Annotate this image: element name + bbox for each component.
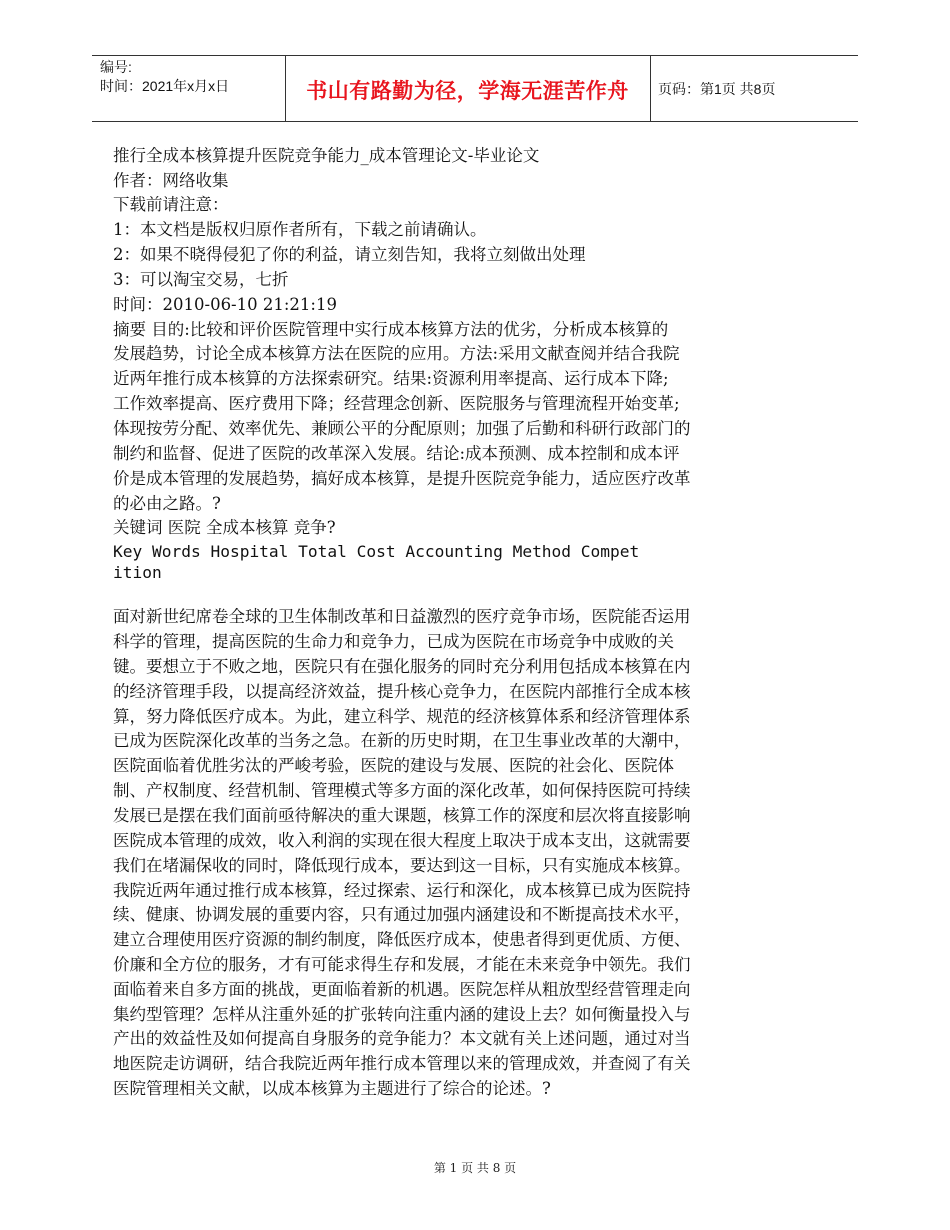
body-line: 我们在堵漏保收的同时，降低现行成本，要达到这一目标，只有实施成本核算。 [113,856,691,875]
notice-heading: 下载前请注意： [113,195,229,214]
abstract-line: 工作效率提高、医疗费用下降；经营理念创新、医院服务与管理流程开始变革; [113,394,680,413]
abstract-line: 发展趋势，讨论全成本核算方法在医院的应用。方法:采用文献查阅并结合我院 [113,344,680,363]
body-line: 的经济管理手段，以提高经济效益，提升核心竞争力，在医院内部推行全成本核 [113,682,691,701]
body-line: 算，努力降低医疗成本。为此，建立科学、规范的经济核算体系和经济管理体系 [113,707,691,726]
page-footer-number: 第 1 页 共 8 页 [433,1161,517,1175]
abstract-line: 制约和监督、促进了医院的改革深入发展。结论:成本预测、成本控制和成本评 [113,444,680,463]
body-line: 医院成本管理的成效，收入利润的实现在很大程度上取决于成本支出，这就需要 [113,831,691,850]
body-line: 科学的管理，提高医院的生命力和竞争力，已成为医院在市场竞争中成败的关 [113,632,674,651]
header-top-border [92,55,858,56]
header-bottom-border [92,121,858,122]
keywords-english-wrap: ition [113,563,162,582]
abstract-line: 体现按劳分配、效率优先、兼顾公平的分配原则；加强了后勤和科研行政部门的 [113,419,691,438]
article-time: 时间：2010-06-10 21:21:19 [113,295,337,314]
body-line: 我院近两年通过推行成本核算，经过探索、运行和深化，成本核算已成为医院持 [113,881,691,900]
body-line: 键。要想立于不败之地，医院只有在强化服务的同时充分利用包括成本核算在内 [113,657,691,676]
abstract-line: 价是成本管理的发展趋势，搞好成本核算，是提升医院竞争能力，适应医疗改革 [113,469,691,488]
header-meta [100,58,229,96]
body-line: 建立合理使用医疗资源的制约制度，降低医疗成本，使患者得到更优质、方便、 [113,930,691,949]
header-divider-right [650,55,651,121]
notice-item-3: 3：可以淘宝交易，七折 [113,270,289,289]
body-line: 医院管理相关文献，以成本核算为主题进行了综合的论述。? [113,1079,551,1098]
header-motto: 书山有路勤为径，学海无涯苦作舟 [306,80,629,103]
body-line: 产出的效益性及如何提高自身服务的竞争能力？本文就有关上述问题，通过对当 [113,1029,691,1048]
notice-item-2: 2：如果不晓得侵犯了你的利益，请立刻告知，我将立刻做出处理 [113,245,586,264]
article-author: 作者：网络收集 [113,171,229,190]
keywords-english: Key Words Hospital Total Cost Accounting Method Compet [113,542,640,561]
body-line: 发展已是摆在我们面前亟待解决的重大课题，核算工作的深度和层次将直接影响 [113,806,691,825]
body-line: 制、产权制度、经营机制、管理模式等多方面的深化改革，如何保持医院可持续 [113,781,691,800]
abstract-line: 的必由之路。? [113,494,221,513]
document-number-label: 编号: [100,59,132,75]
body-line: 已成为医院深化改革的当务之急。在新的历史时期，在卫生事业改革的大潮中， [113,731,691,750]
article-title: 推行全成本核算提升医院竞争能力_成本管理论文-毕业论文 [113,146,540,165]
abstract-line: 摘要 目的:比较和评价医院管理中实行成本核算方法的优劣，分析成本核算的 [113,320,669,339]
keywords-chinese: 关键词 医院 全成本核算 竞争? [113,518,336,537]
document-time-label: 时间：2021年x月x日 [100,78,230,94]
body-line: 面对新世纪席卷全球的卫生体制改革和日益激烈的医疗竞争市场，医院能否运用 [113,607,691,626]
body-line: 医院面临着优胜劣汰的严峻考验，医院的建设与发展、医院的社会化、医院体 [113,756,674,775]
body-line: 集约型管理？怎样从注重外延的扩张转向注重内涵的建设上去？如何衡量投入与 [113,1005,691,1024]
abstract-line: 近两年推行成本核算的方法探索研究。结果:资源利用率提高、运行成本下降; [113,369,669,388]
body-line: 面临着来自多方面的挑战，更面临着新的机遇。医院怎样从粗放型经营管理走向 [113,980,691,999]
body-line: 价廉和全方位的服务，才有可能求得生存和发展，才能在未来竞争中领先。我们 [113,955,691,974]
body-line: 续、健康、协调发展的重要内容，只有通过加强内涵建设和不断提高技术水平， [113,905,691,924]
notice-item-1: 1：本文档是版权归原作者所有，下载之前请确认。 [113,220,487,239]
body-line: 地医院走访调研，结合我院近两年推行成本管理以来的管理成效，并查阅了有关 [113,1054,691,1073]
header-page-info: 页码：第1页 共8页 [658,81,776,97]
